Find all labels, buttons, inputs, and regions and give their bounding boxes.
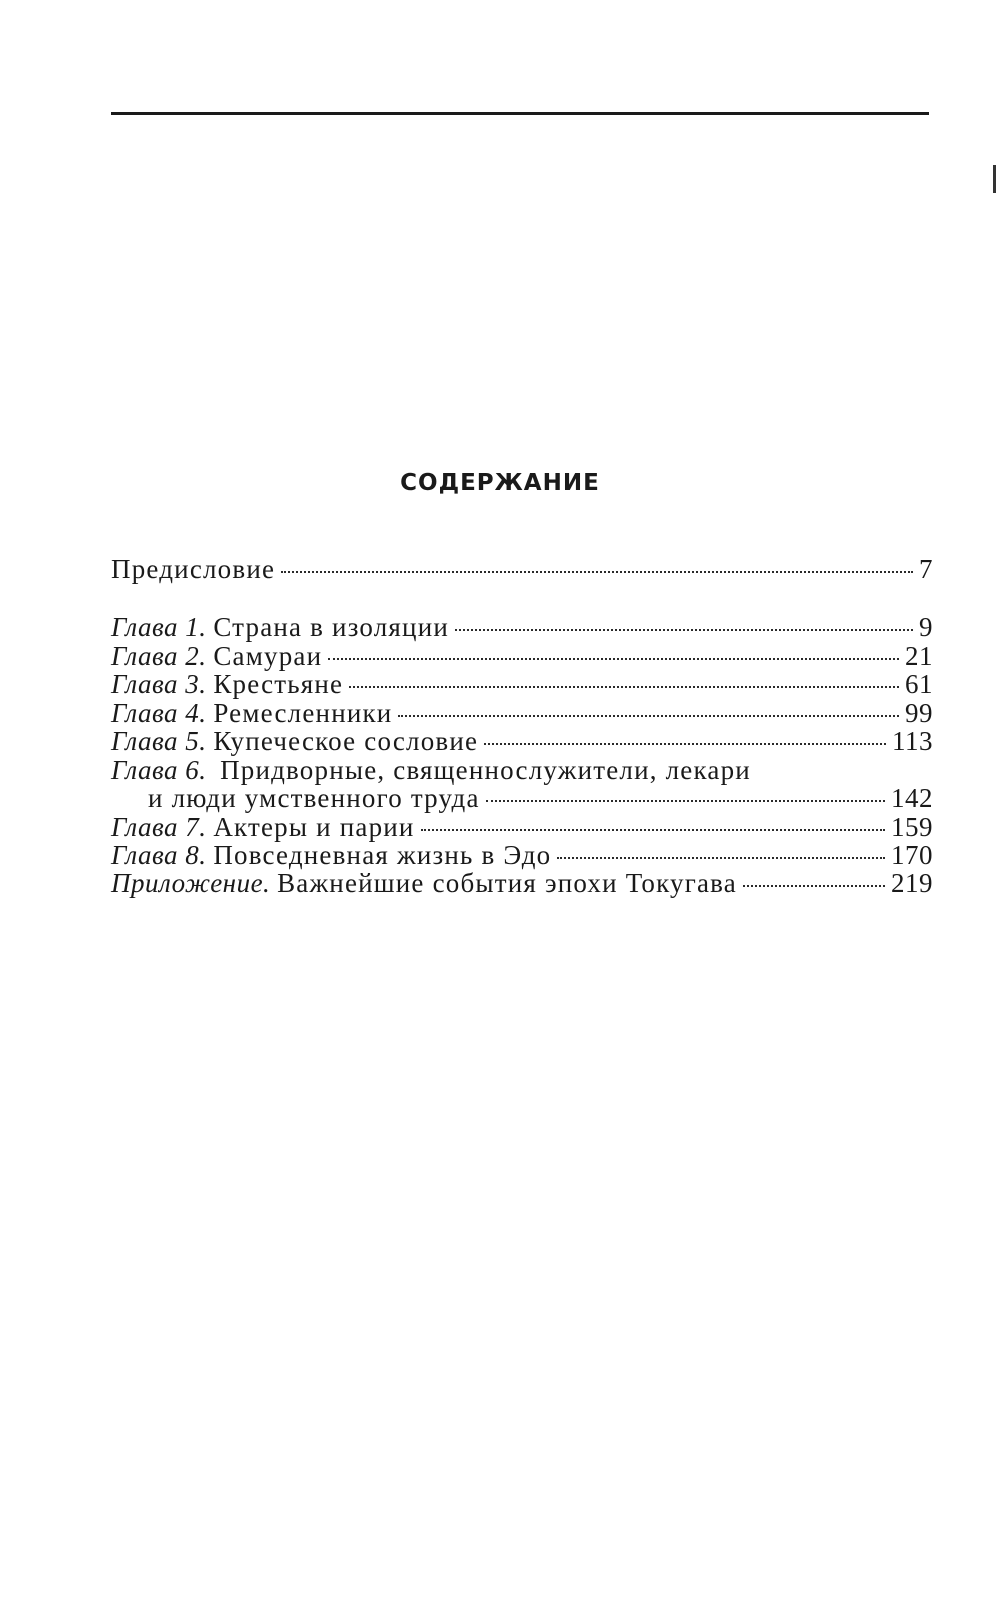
page-edge-mark [993,165,996,193]
toc-entry-page: 170 [891,840,933,870]
toc-entry-title: Крестьяне [213,669,344,699]
toc-entry-chapter-7[interactable] [111,813,933,842]
dot-leader [398,715,899,717]
toc-entry-page: 113 [892,726,933,756]
toc-entry-chapter-8[interactable] [111,841,933,870]
toc-entry-page: 9 [919,612,933,642]
toc-entry-page: 7 [919,554,933,584]
toc-entry-label: Приложение. [111,868,271,898]
dot-leader [349,686,899,688]
toc-entry-label: Глава 3. [111,669,207,699]
dot-leader [486,800,885,802]
toc-entry-chapter-6-line-1[interactable] [111,756,933,785]
toc-entry-title: Важнейшие события эпохи Токугава [277,868,737,898]
toc-entry-title: Ремесленники [213,698,393,728]
dot-leader [455,629,913,631]
toc-entry-label: Глава 4. [111,698,207,728]
toc-entry-title: Актеры и парии [213,812,415,842]
toc-entry-chapter-4[interactable] [111,699,933,728]
toc-entry-page: 21 [905,641,933,671]
toc-entry-chapter-2[interactable] [111,642,933,671]
toc-entry-title: Страна в изоляции [213,612,450,642]
toc-entry-appendix[interactable] [111,869,933,898]
toc-entry-chapter-1[interactable] [111,613,933,642]
dot-leader [421,829,885,831]
toc-entry-page: 61 [905,669,933,699]
dot-leader [743,885,885,887]
toc-entry-label: Глава 1. [111,612,207,642]
toc-entry-page: 142 [891,783,933,813]
dot-leader [281,571,913,573]
dot-leader [328,658,899,660]
toc-entry-title-continuation: и люди умственного труда [148,783,480,813]
toc-entry-chapter-3[interactable] [111,670,933,699]
toc-entry-title: Купеческое сословие [213,726,479,756]
toc-entry-label: Глава 8. [111,840,207,870]
toc-entry-page: 219 [891,868,933,898]
dot-leader [484,743,886,745]
toc-entry-preface[interactable] [111,555,933,584]
toc-entry-chapter-5[interactable] [111,727,933,756]
toc-heading: СОДЕРЖАНИЕ [400,470,600,496]
toc-entry-label: Глава 6. [111,755,207,785]
dot-leader [557,857,885,859]
toc-entry-chapter-6-line-2[interactable] [148,784,933,813]
toc-entry-page: 159 [891,812,933,842]
toc-entry-label: Глава 5. [111,726,207,756]
toc-entry-label: Глава 2. [111,641,207,671]
toc-entry-title: Повседневная жизнь в Эдо [213,840,552,870]
toc-entry-label: Глава 7. [111,812,207,842]
toc-entry-page: 99 [905,698,933,728]
toc-entry-title: Самураи [213,641,323,671]
toc-entry-title: Предисловие [111,554,276,584]
header-rule [111,112,929,115]
toc-entry-title: Придворные, священнослужители, лекари [220,755,751,785]
